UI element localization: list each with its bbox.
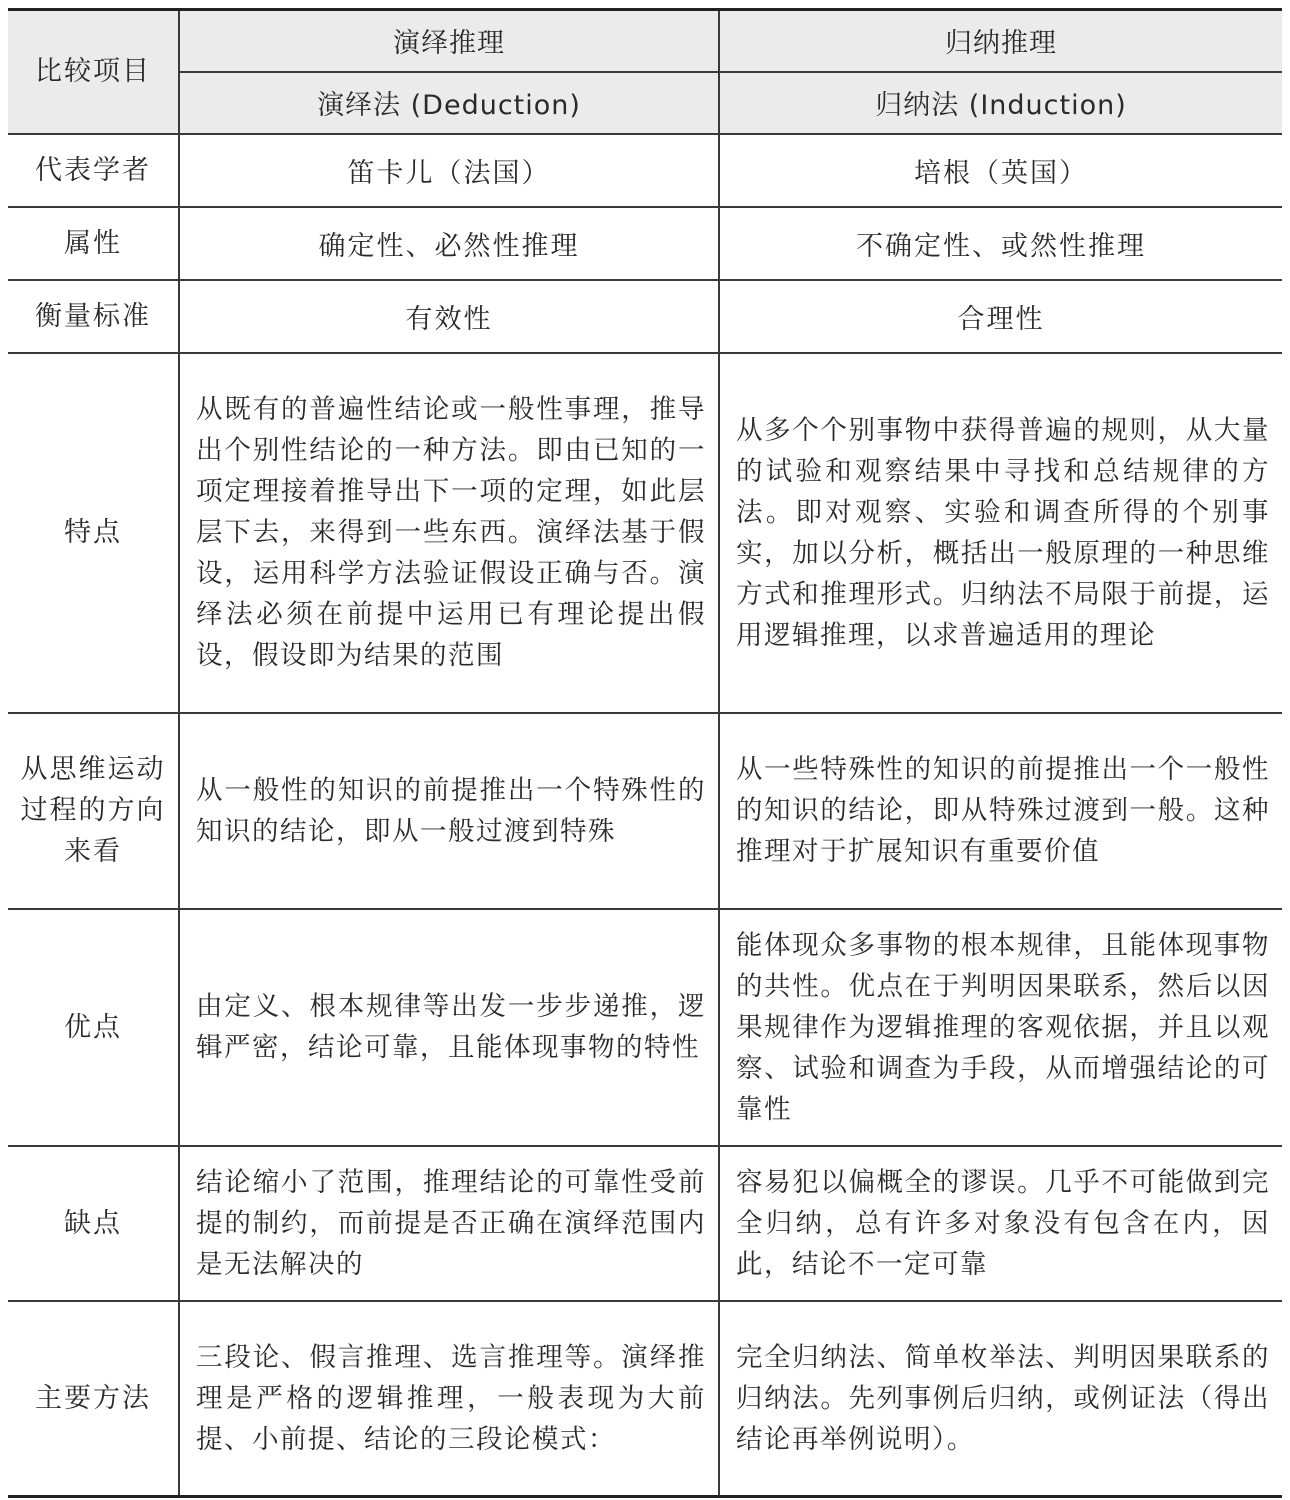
deduction-cell: 笛卡儿（法国） <box>179 134 719 207</box>
deduction-cell: 由定义、根本规律等出发一步步递推，逻辑严密，结论可靠，且能体现事物的特性 <box>179 909 719 1146</box>
deduction-cell: 结论缩小了范围，推理结论的可靠性受前提的制约，而前提是否正确在演绎范围内是无法解决的 <box>179 1146 719 1301</box>
header-deduction-subtitle: 演绎法 (Deduction) <box>179 72 719 134</box>
induction-cell: 不确定性、或然性推理 <box>719 207 1282 280</box>
header-deduction-title: 演绎推理 <box>179 10 719 72</box>
row-label: 从思维运动过程的方向来看 <box>8 713 179 909</box>
comparison-table <box>8 8 1282 1498</box>
deduction-cell: 从既有的普遍性结论或一般性事理，推导出个别性结论的一种方法。即由已知的一项定理接着推导出下一项的定理，如此层层下去，来得到一些东西。演绎法基于假设，运用科学方法验证假设正确与否。演绎法必须在前提中运用已有理论提出假设，假设即为结果的范围 <box>179 353 719 713</box>
row-advantages <box>8 909 1282 1146</box>
deduction-cell: 三段论、假言推理、选言推理等。演绎推理是严格的逻辑推理，一般表现为大前提、小前提、结论的三段论模式： <box>179 1301 719 1497</box>
header-compare-label: 比较项目 <box>8 10 179 134</box>
row-measurement-standard <box>8 280 1282 353</box>
row-main-methods <box>8 1301 1282 1497</box>
row-disadvantages <box>8 1146 1282 1301</box>
induction-cell: 合理性 <box>719 280 1282 353</box>
induction-cell: 培根（英国） <box>719 134 1282 207</box>
deduction-cell: 确定性、必然性推理 <box>179 207 719 280</box>
row-characteristics <box>8 353 1282 713</box>
row-label: 属性 <box>8 207 179 280</box>
induction-cell: 能体现众多事物的根本规律，且能体现事物的共性。优点在于判明因果联系，然后以因果规律作为逻辑推理的客观依据，并且以观察、试验和调查为手段，从而增强结论的可靠性 <box>719 909 1282 1146</box>
deduction-cell: 有效性 <box>179 280 719 353</box>
induction-cell: 从一些特殊性的知识的前提推出一个一般性的知识的结论，即从特殊过渡到一般。这种推理对于扩展知识有重要价值 <box>719 713 1282 909</box>
header-row-titles <box>8 10 1282 72</box>
row-attribute <box>8 207 1282 280</box>
induction-cell: 完全归纳法、简单枚举法、判明因果联系的归纳法。先列事例后归纳，或例证法（得出结论再举例说明）。 <box>719 1301 1282 1497</box>
row-thinking-direction <box>8 713 1282 909</box>
induction-cell: 容易犯以偏概全的谬误。几乎不可能做到完全归纳，总有许多对象没有包含在内，因此，结论不一定可靠 <box>719 1146 1282 1301</box>
header-induction-title: 归纳推理 <box>719 10 1282 72</box>
row-label: 衡量标准 <box>8 280 179 353</box>
row-label: 主要方法 <box>8 1301 179 1497</box>
header-induction-subtitle: 归纳法 (Induction) <box>719 72 1282 134</box>
row-label: 代表学者 <box>8 134 179 207</box>
deduction-cell: 从一般性的知识的前提推出一个特殊性的知识的结论，即从一般过渡到特殊 <box>179 713 719 909</box>
row-label: 缺点 <box>8 1146 179 1301</box>
row-label: 优点 <box>8 909 179 1146</box>
row-representative-scholar <box>8 134 1282 207</box>
header-row-subtitles <box>8 72 1282 134</box>
induction-cell: 从多个个别事物中获得普遍的规则，从大量的试验和观察结果中寻找和总结规律的方法。即对观察、实验和调查所得的个别事实，加以分析，概括出一般原理的一种思维方式和推理形式。归纳法不局限于前提，运用逻辑推理，以求普遍适用的理论 <box>719 353 1282 713</box>
row-label: 特点 <box>8 353 179 713</box>
